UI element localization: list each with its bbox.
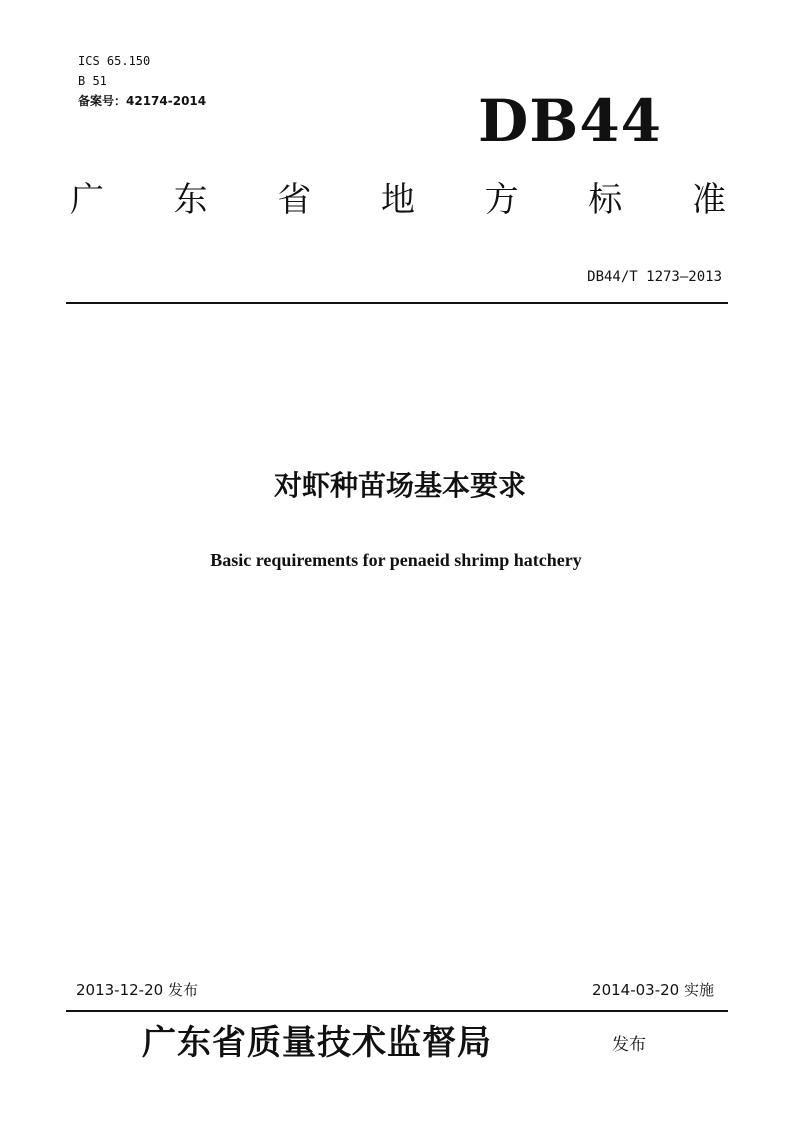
standard-logo-code: DB44 bbox=[478, 87, 663, 155]
issuing-authority-suffix: 发布 bbox=[612, 1035, 646, 1055]
category-code: B 51 bbox=[78, 74, 107, 88]
standard-type-char: 方 bbox=[484, 180, 519, 220]
standard-type-char: 省 bbox=[277, 180, 312, 220]
standard-type-char: 东 bbox=[173, 180, 208, 220]
standard-type-title bbox=[70, 176, 726, 224]
issuing-authority: 广东省质量技术监督局 bbox=[142, 1023, 492, 1063]
standard-code: DB44/T 1273—2013 bbox=[587, 269, 722, 285]
document-title-chinese: 对虾种苗场基本要求 bbox=[273, 469, 526, 502]
filing-number: 备案号：42174-2014 bbox=[78, 94, 207, 108]
standard-type-char: 准 bbox=[691, 180, 726, 220]
publish-date: 2013-12-20 发布 bbox=[76, 981, 198, 999]
ics-code: ICS 65.150 bbox=[78, 54, 151, 68]
effective-date: 2014-03-20 实施 bbox=[592, 981, 714, 999]
document-title-english: Basic requirements for penaeid shrimp hatchery bbox=[210, 550, 582, 570]
standard-type-char: 广 bbox=[70, 180, 104, 220]
bottom-divider bbox=[66, 1010, 728, 1012]
top-divider bbox=[66, 302, 728, 304]
standard-type-char: 地 bbox=[380, 180, 415, 220]
standard-type-char: 标 bbox=[588, 180, 623, 220]
